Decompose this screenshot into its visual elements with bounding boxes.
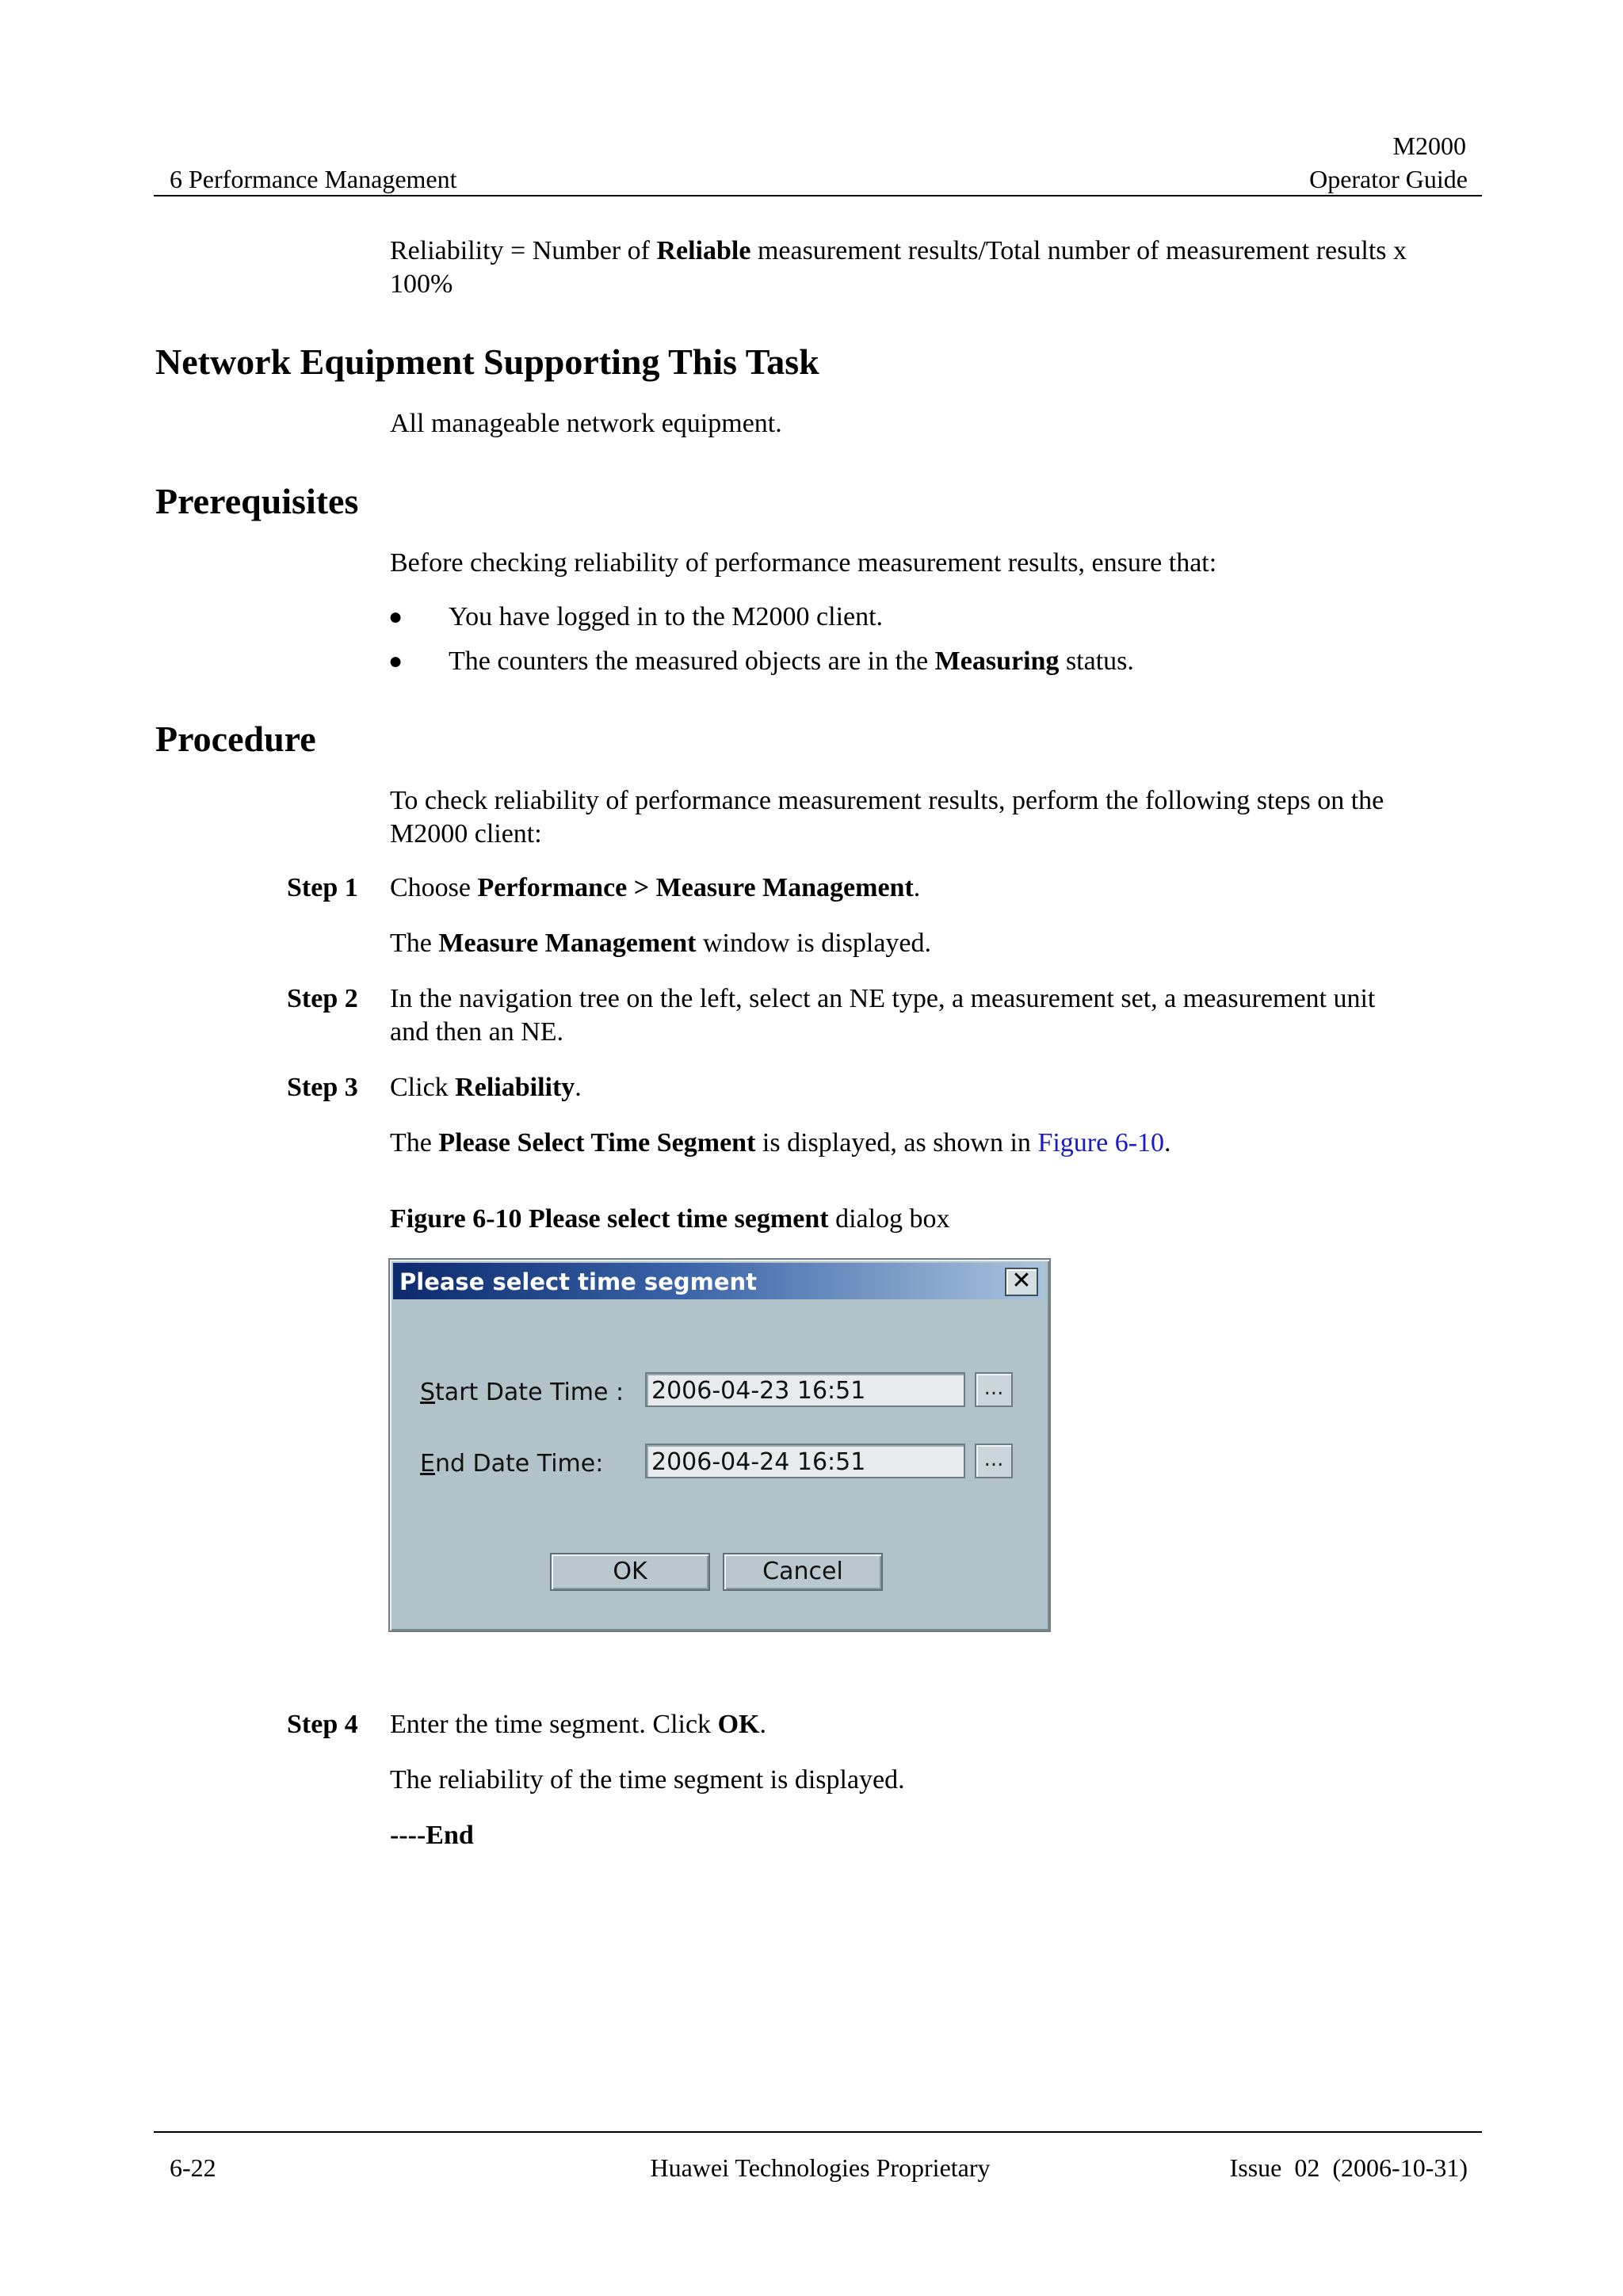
procedure-intro-2: M2000 client: xyxy=(390,819,542,849)
time-segment-dialog xyxy=(388,1258,1051,1632)
footer-rule xyxy=(154,2131,1482,2133)
step-2-text-1: In the navigation tree on the left, select an NE type, a measurement set, a measurement unit xyxy=(390,984,1376,1013)
step-2-label: Step 2 xyxy=(287,984,358,1013)
formula-line: Reliability = Number of Reliable measurement results/Total number of measurement results x xyxy=(390,236,1407,265)
step-3-label: Step 3 xyxy=(287,1073,358,1102)
ok-button[interactable]: OK xyxy=(550,1553,710,1591)
end-date-input[interactable]: 2006-04-24 16:51 xyxy=(645,1444,965,1478)
step-1-result: The Measure Management window is displayed. xyxy=(390,929,932,958)
start-date-label: Start Date Time : xyxy=(420,1379,624,1406)
section-title-prerequisites: Prerequisites xyxy=(155,481,359,521)
network-text: All manageable network equipment. xyxy=(390,409,782,438)
formula-line2: 100% xyxy=(390,269,453,299)
bullet-icon: ● xyxy=(388,604,403,630)
start-date-picker-button[interactable]: ... xyxy=(975,1372,1013,1407)
start-date-input[interactable]: 2006-04-23 16:51 xyxy=(645,1372,965,1407)
section-title-network: Network Equipment Supporting This Task xyxy=(155,341,819,382)
header-rule xyxy=(154,195,1482,196)
figure-link[interactable]: Figure 6-10 xyxy=(1037,1128,1165,1158)
prereq-item-2: The counters the measured objects are in the Measuring status. xyxy=(449,646,1134,676)
footer-company: Huawei Technologies Proprietary xyxy=(650,2153,991,2182)
header-product: M2000 xyxy=(1392,132,1466,160)
step-4-text: Enter the time segment. Click OK. xyxy=(390,1710,766,1739)
step-2-text-2: and then an NE. xyxy=(390,1017,564,1047)
figure-caption: Figure 6-10 Please select time segment dialog box xyxy=(390,1204,950,1234)
step-1-text: Choose Performance > Measure Management. xyxy=(390,873,921,902)
section-title-procedure: Procedure xyxy=(155,719,316,759)
footer-issue: Issue 02 (2006-10-31) xyxy=(1229,2153,1468,2182)
header-chapter: 6 Performance Management xyxy=(170,165,457,193)
step-4-result: The reliability of the time segment is displayed. xyxy=(390,1765,905,1794)
end-date-label: End Date Time: xyxy=(420,1450,604,1478)
end-marker: ----End xyxy=(390,1821,474,1850)
cancel-button[interactable]: Cancel xyxy=(723,1553,883,1591)
procedure-intro-1: To check reliability of performance measurement results, perform the following steps on the xyxy=(390,786,1384,815)
step-1-label: Step 1 xyxy=(287,873,358,902)
step-4-label: Step 4 xyxy=(287,1710,358,1739)
dialog-title: Please select time segment xyxy=(399,1268,758,1295)
end-date-picker-button[interactable]: ... xyxy=(975,1444,1013,1478)
step-3-result: The Please Select Time Segment is displayed, as shown in Figure 6-10. xyxy=(390,1128,1171,1158)
step-3-text: Click Reliability. xyxy=(390,1073,582,1102)
prereq-intro: Before checking reliability of performance measurement results, ensure that: xyxy=(390,548,1217,578)
close-icon[interactable]: ✕ xyxy=(1005,1268,1038,1296)
prereq-item-1: You have logged in to the M2000 client. xyxy=(449,602,884,631)
footer-page-number: 6-22 xyxy=(170,2153,216,2182)
dialog-titlebar[interactable] xyxy=(393,1263,1044,1299)
bullet-icon: ● xyxy=(388,648,403,674)
header-doc-title: Operator Guide xyxy=(1309,165,1468,193)
